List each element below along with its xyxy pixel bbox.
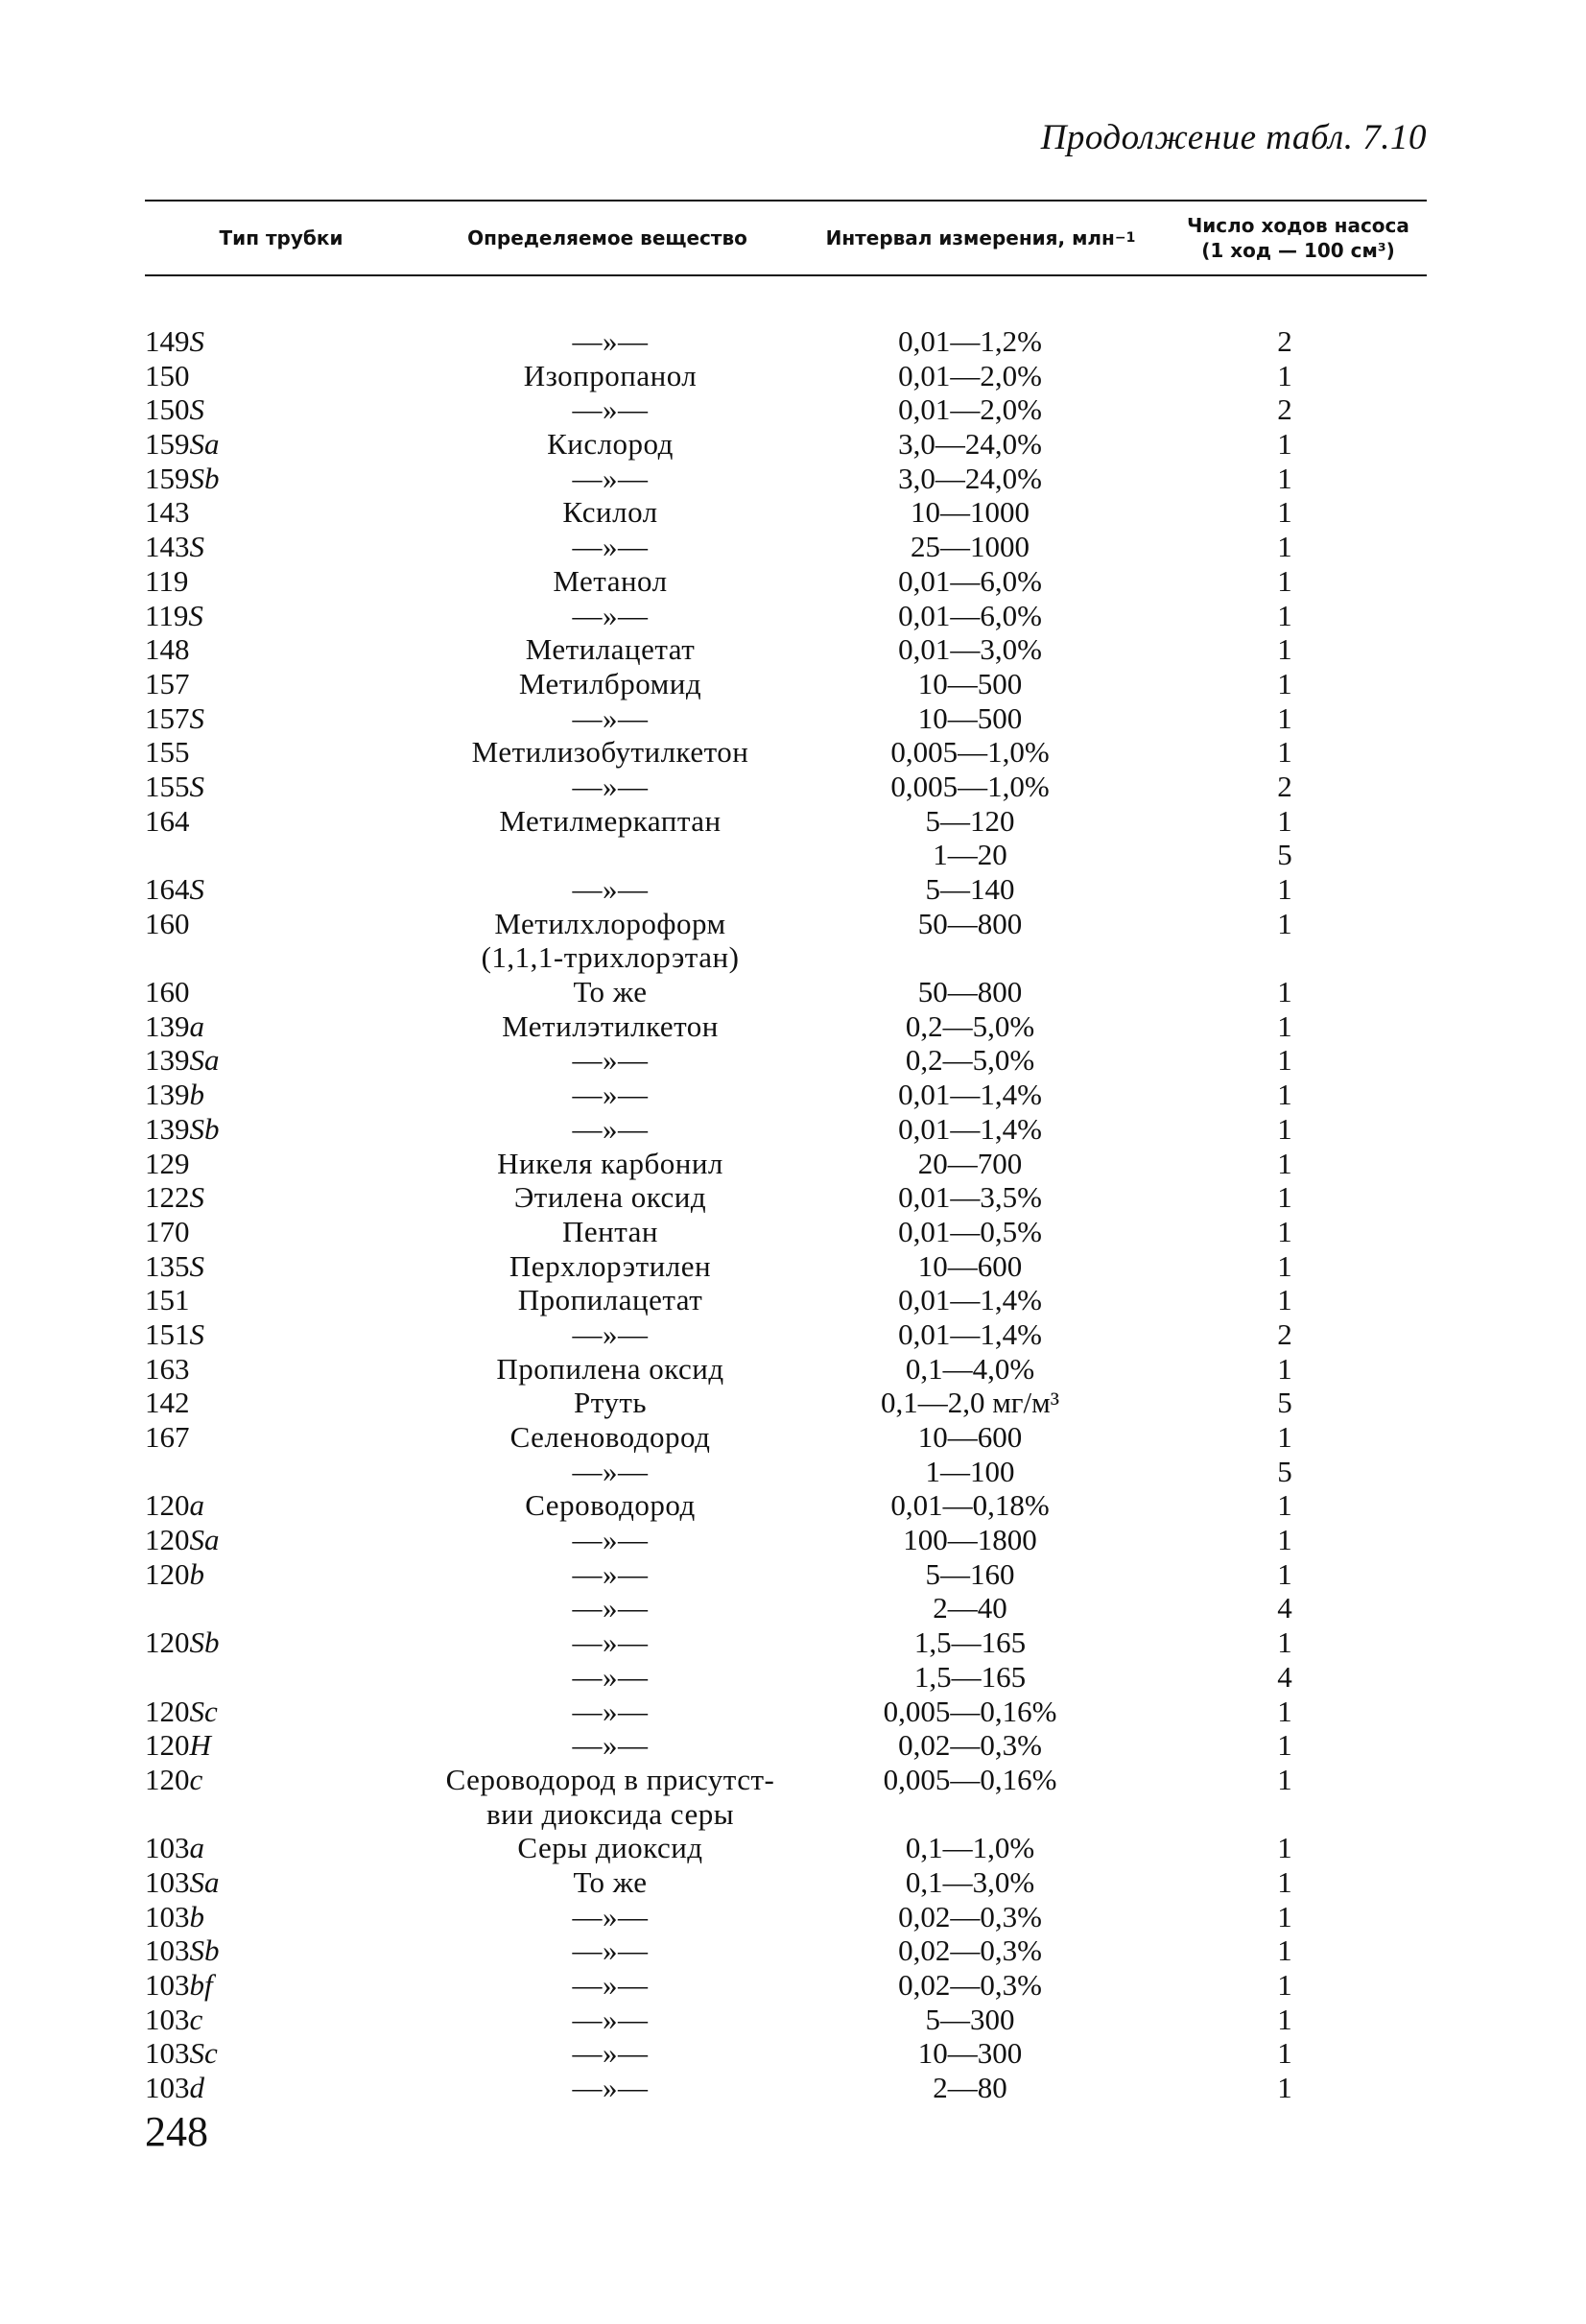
header-substance: Определяемое вещество [467, 226, 747, 249]
strokes-cell: 1 [1277, 906, 1292, 940]
range-cell: 0,02—0,3% [898, 1968, 1042, 2002]
header-range-label: Интервал измерения, млн [825, 226, 1115, 249]
strokes-cell: 4 [1277, 1659, 1292, 1694]
strokes-cell: 1 [1277, 1728, 1292, 1763]
table-row [145, 1283, 1427, 1317]
strokes-cell: 1 [1277, 427, 1292, 462]
tube-type-cell: 151S [145, 1316, 204, 1351]
tube-type-cell: 155S [145, 769, 204, 803]
table-row [145, 1625, 1427, 1660]
strokes-cell: 1 [1277, 872, 1292, 906]
range-cell: 5—140 [925, 872, 1015, 906]
tube-type-cell [145, 1797, 423, 1832]
strokes-cell [1143, 940, 1427, 975]
range-cell: 10—600 [917, 1420, 1023, 1454]
range-cell: 0,1—3,0% [905, 1864, 1035, 1899]
range-cell: 50—800 [917, 906, 1023, 940]
tube-type-cell: 157S [145, 700, 204, 735]
table-row [145, 1317, 1427, 1352]
range-cell: 0,01—3,0% [898, 632, 1042, 667]
substance-cell: вии диоксида серы [485, 1796, 735, 1831]
table-row [145, 1660, 1427, 1695]
table-row [145, 1831, 1427, 1865]
substance-cell: —»— [572, 2036, 649, 2071]
tube-type-cell: 103Sa [145, 1864, 220, 1899]
strokes-cell: 1 [1277, 1248, 1292, 1283]
table-row [145, 1455, 1427, 1489]
tube-type-cell: 143 [145, 495, 190, 530]
table-row [145, 1386, 1427, 1420]
table-row [145, 1215, 1427, 1249]
substance-cell: Кислород [547, 427, 674, 462]
strokes-cell: 1 [1277, 495, 1292, 530]
strokes-cell: 1 [1277, 1146, 1292, 1180]
tube-type-cell: 148 [145, 632, 190, 667]
range-cell: 10—500 [917, 666, 1023, 700]
strokes-cell: 1 [1277, 1968, 1292, 2002]
substance-cell: —»— [572, 1043, 649, 1078]
range-cell: 10—300 [917, 2036, 1023, 2071]
substance-cell: —»— [572, 1556, 649, 1591]
table-row [145, 667, 1427, 701]
substance-cell: —»— [572, 2002, 649, 2036]
substance-cell: —»— [572, 1899, 649, 1933]
substance-cell [423, 838, 797, 872]
tube-type-cell: 122S [145, 1180, 204, 1215]
strokes-cell: 1 [1277, 975, 1292, 1009]
strokes-cell: 1 [1277, 803, 1292, 838]
header-strokes-line2: (1 ход — 100 см³) [1201, 239, 1395, 262]
table-row [145, 1078, 1427, 1112]
table-row [145, 530, 1427, 564]
strokes-cell: 1 [1277, 1831, 1292, 1865]
strokes-cell [1143, 1797, 1427, 1832]
tube-type-cell: 157 [145, 666, 190, 700]
tube-type-cell: 120Sc [145, 1694, 218, 1728]
header-tube-type: Тип трубки [219, 226, 343, 249]
strokes-cell: 1 [1277, 1180, 1292, 1215]
table-row [145, 564, 1427, 599]
tube-type-cell [145, 1591, 423, 1625]
substance-cell: Пентан [561, 1214, 658, 1248]
range-cell: 0,1—1,0% [905, 1831, 1035, 1865]
range-cell: 0,1—2,0 мг/м³ [880, 1386, 1060, 1420]
range-cell: 0,01—3,5% [898, 1180, 1042, 1215]
substance-cell: Метанол [553, 563, 668, 598]
page-number: 248 [145, 2108, 208, 2155]
tube-type-cell: 120H [145, 1728, 211, 1763]
range-cell [797, 1797, 1143, 1832]
table-row [145, 2003, 1427, 2037]
table-row [145, 940, 1427, 975]
substance-cell: —»— [572, 1078, 649, 1112]
strokes-cell: 1 [1277, 1899, 1292, 1933]
tube-type-cell: 103c [145, 2002, 203, 2036]
table-row [145, 1180, 1427, 1215]
substance-cell: То же [573, 975, 648, 1009]
substance-cell: Селеноводород [509, 1420, 711, 1454]
substance-cell: —»— [572, 1933, 649, 1968]
substance-cell: Метилизобутилкетон [471, 735, 749, 770]
range-cell: 0,01—6,0% [898, 563, 1042, 598]
tube-type-cell: 120Sb [145, 1625, 220, 1660]
substance-cell: —»— [572, 1316, 649, 1351]
substance-cell: Перхлорэтилен [509, 1248, 712, 1283]
range-cell: 2—80 [933, 2071, 1007, 2105]
table-row [145, 1557, 1427, 1592]
tube-type-cell: 160 [145, 906, 190, 940]
tube-type-cell: 103Sb [145, 1933, 220, 1968]
strokes-cell: 1 [1277, 1351, 1292, 1386]
tube-type-cell: 142 [145, 1386, 190, 1420]
substance-cell: —»— [572, 700, 649, 735]
substance-cell: —»— [572, 530, 649, 564]
header-range [802, 202, 1159, 274]
strokes-cell: 2 [1277, 324, 1292, 358]
strokes-cell: 1 [1277, 358, 1292, 392]
strokes-cell: 1 [1277, 2002, 1292, 2036]
tube-type-cell: 139Sb [145, 1111, 220, 1146]
tube-type-cell: 119 [145, 563, 189, 598]
tube-type-cell: 151 [145, 1283, 190, 1317]
substance-cell: —»— [572, 1523, 649, 1557]
strokes-cell: 5 [1277, 1386, 1292, 1420]
range-cell: 5—120 [925, 803, 1015, 838]
strokes-cell: 1 [1277, 1625, 1292, 1660]
range-cell: 0,02—0,3% [898, 1728, 1042, 1763]
range-cell: 0,005—1,0% [890, 735, 1050, 770]
tube-type-cell: 155 [145, 735, 190, 770]
strokes-cell: 1 [1277, 2071, 1292, 2105]
table-row [145, 1695, 1427, 1729]
substance-cell: —»— [572, 1625, 649, 1660]
table-row [145, 1933, 1427, 1968]
header-range-sup: −1 [1114, 230, 1136, 246]
substance-cell: —»— [572, 1454, 649, 1488]
strokes-cell: 1 [1277, 2036, 1292, 2071]
tube-type-cell: 163 [145, 1351, 190, 1386]
table-body [145, 324, 1427, 2105]
tube-type-cell: 103d [145, 2071, 204, 2105]
strokes-cell: 1 [1277, 1488, 1292, 1523]
tube-type-cell: 103bf [145, 1968, 213, 2002]
table-row [145, 632, 1427, 667]
table-row [145, 1591, 1427, 1625]
strokes-cell: 1 [1277, 1283, 1292, 1317]
range-cell: 0,2—5,0% [905, 1043, 1035, 1078]
tube-type-cell: 139b [145, 1078, 204, 1112]
strokes-cell: 1 [1277, 530, 1292, 564]
range-cell: 1—100 [925, 1454, 1015, 1488]
strokes-cell: 1 [1277, 1694, 1292, 1728]
tube-type-cell: 103b [145, 1899, 204, 1933]
substance-cell: —»— [572, 1728, 649, 1763]
tube-type-cell [145, 1455, 423, 1489]
range-cell: 0,01—0,18% [890, 1488, 1050, 1523]
strokes-cell: 5 [1277, 838, 1292, 872]
range-cell: 10—500 [917, 700, 1023, 735]
range-cell: 3,0—24,0% [898, 461, 1042, 495]
table-row [145, 1112, 1427, 1147]
substance-cell: Пропилацетат [517, 1283, 703, 1317]
substance-cell: —»— [572, 1591, 649, 1625]
strokes-cell: 2 [1277, 769, 1292, 803]
table-row [145, 1865, 1427, 1900]
substance-cell: —»— [572, 1694, 649, 1728]
table-row [145, 2071, 1427, 2105]
strokes-cell: 2 [1277, 392, 1292, 427]
table-row [145, 1488, 1427, 1523]
substance-cell: —»— [572, 1968, 649, 2002]
table-row [145, 324, 1427, 359]
table-row [145, 1900, 1427, 1934]
tube-type-cell: 159Sb [145, 461, 220, 495]
strokes-cell: 1 [1277, 598, 1292, 632]
range-cell: 0,005—1,0% [890, 769, 1050, 803]
tube-type-cell [145, 838, 423, 872]
substance-cell: Метилхлороформ [494, 906, 726, 940]
table-row [145, 1763, 1427, 1797]
range-cell: 0,005—0,16% [883, 1694, 1057, 1728]
substance-cell: То же [573, 1864, 648, 1899]
strokes-cell: 1 [1277, 1111, 1292, 1146]
substance-cell: Метилацетат [525, 632, 696, 667]
strokes-cell: 1 [1277, 735, 1292, 770]
tube-type-cell [145, 940, 423, 975]
tube-type-cell: 129 [145, 1146, 190, 1180]
substance-cell: —»— [572, 769, 649, 803]
table-row [145, 975, 1427, 1009]
range-cell: 20—700 [917, 1146, 1023, 1180]
strokes-cell: 1 [1277, 1008, 1292, 1043]
range-cell: 5—300 [925, 2002, 1015, 2036]
tube-type-cell: 160 [145, 975, 190, 1009]
tube-type-cell: 103a [145, 1831, 204, 1865]
substance-cell: Серы диоксид [517, 1831, 703, 1865]
strokes-cell: 1 [1277, 1762, 1292, 1796]
range-cell: 100—1800 [903, 1523, 1037, 1557]
tube-type-cell: 119S [145, 598, 203, 632]
range-cell: 0,2—5,0% [905, 1008, 1035, 1043]
substance-cell: Метилбромид [518, 666, 702, 700]
substance-cell: —»— [572, 392, 649, 427]
table-row [145, 1249, 1427, 1284]
substance-cell: —»— [572, 598, 649, 632]
substance-cell: —»— [572, 2071, 649, 2105]
substance-cell: —»— [572, 461, 649, 495]
substance-cell: —»— [572, 872, 649, 906]
header-strokes-line1: Число ходов насоса [1187, 214, 1409, 237]
strokes-cell: 1 [1277, 1043, 1292, 1078]
tube-type-cell: 149S [145, 324, 204, 358]
tube-type-cell [145, 1660, 423, 1695]
strokes-cell: 1 [1277, 1523, 1292, 1557]
range-cell: 0,01—1,4% [898, 1111, 1042, 1146]
tube-type-cell: 139a [145, 1008, 204, 1043]
table-row [145, 392, 1427, 427]
range-cell: 10—600 [917, 1248, 1023, 1283]
substance-cell: Пропилена оксид [496, 1351, 724, 1386]
tube-type-cell: 139Sa [145, 1043, 220, 1078]
table-row [145, 1009, 1427, 1044]
strokes-cell: 1 [1277, 1078, 1292, 1112]
range-cell: 0,01—6,0% [898, 598, 1042, 632]
range-cell: 0,02—0,3% [898, 1933, 1042, 1968]
tube-type-cell: 164 [145, 803, 190, 838]
strokes-cell: 1 [1277, 1420, 1292, 1454]
range-cell: 1,5—165 [913, 1659, 1027, 1694]
table-row [145, 2036, 1427, 2071]
range-cell: 0,01—2,0% [898, 358, 1042, 392]
substance-cell: —»— [572, 1659, 649, 1694]
substance-cell: Сероводород в присутст- [445, 1762, 775, 1796]
tube-type-cell: 150S [145, 392, 204, 427]
tube-type-cell: 120c [145, 1762, 203, 1796]
table-row [145, 495, 1427, 530]
substance-cell: Метилэтилкетон [502, 1008, 719, 1043]
range-cell: 5—160 [925, 1556, 1015, 1591]
substance-cell: Ксилол [562, 495, 658, 530]
tube-type-cell: 120b [145, 1556, 204, 1591]
range-cell: 0,01—2,0% [898, 392, 1042, 427]
table-row [145, 1147, 1427, 1181]
range-cell: 2—40 [933, 1591, 1007, 1625]
range-cell: 0,01—1,4% [898, 1283, 1042, 1317]
range-cell: 3,0—24,0% [898, 427, 1042, 462]
substance-cell: —»— [572, 324, 649, 358]
range-cell: 25—1000 [911, 530, 1030, 564]
header-bottom-rule [145, 274, 1427, 276]
range-cell: 0,01—1,4% [898, 1316, 1042, 1351]
tube-type-cell: 120a [145, 1488, 204, 1523]
substance-cell: (1,1,1-трихлорэтан) [481, 940, 740, 975]
range-cell: 0,1—4,0% [905, 1351, 1035, 1386]
table-row [145, 1523, 1427, 1557]
range-cell: 10—1000 [911, 495, 1030, 530]
table-row [145, 770, 1427, 804]
table-row [145, 872, 1427, 907]
range-cell: 0,005—0,16% [883, 1762, 1057, 1796]
range-cell: 0,01—0,5% [898, 1214, 1042, 1248]
tube-type-cell: 135S [145, 1248, 204, 1283]
tube-type-cell: 170 [145, 1214, 190, 1248]
tube-type-cell: 167 [145, 1420, 190, 1454]
substance-cell: Изопропанол [523, 358, 698, 392]
strokes-cell: 4 [1277, 1591, 1292, 1625]
tube-type-cell: 164S [145, 872, 204, 906]
range-cell: 0,01—1,4% [898, 1078, 1042, 1112]
tube-type-cell: 143S [145, 530, 204, 564]
strokes-cell: 1 [1277, 632, 1292, 667]
header-pump-strokes [1169, 202, 1428, 274]
range-cell: 0,01—1,2% [898, 324, 1042, 358]
table-caption: Продолжение табл. 7.10 [1040, 118, 1427, 157]
range-cell: 1,5—165 [913, 1625, 1027, 1660]
table-row [145, 804, 1427, 839]
table-row [145, 462, 1427, 496]
table-row [145, 838, 1427, 872]
table-row [145, 1968, 1427, 2003]
table-row [145, 1797, 1427, 1832]
table-row [145, 1043, 1427, 1078]
tube-type-cell: 159Sa [145, 427, 220, 462]
table-row [145, 1728, 1427, 1763]
substance-cell: Сероводород [525, 1488, 696, 1523]
range-cell: 0,02—0,3% [898, 1899, 1042, 1933]
strokes-cell: 1 [1277, 700, 1292, 735]
table-row [145, 735, 1427, 770]
substance-cell: —»— [572, 1111, 649, 1146]
strokes-cell: 1 [1277, 1214, 1292, 1248]
range-cell: 50—800 [917, 975, 1023, 1009]
tube-type-cell: 103Sc [145, 2036, 218, 2071]
strokes-cell: 1 [1277, 666, 1292, 700]
strokes-cell: 1 [1277, 1864, 1292, 1899]
strokes-cell: 1 [1277, 461, 1292, 495]
table-row [145, 907, 1427, 941]
strokes-cell: 2 [1277, 1316, 1292, 1351]
substance-cell: Метилмеркаптан [499, 803, 722, 838]
range-cell: 1—20 [933, 838, 1007, 872]
table-row [145, 1352, 1427, 1387]
substance-cell: Никеля карбонил [497, 1146, 723, 1180]
range-cell [797, 940, 1143, 975]
strokes-cell: 1 [1277, 1556, 1292, 1591]
table-row [145, 701, 1427, 736]
table-row [145, 599, 1427, 633]
strokes-cell: 5 [1277, 1454, 1292, 1488]
substance-cell: Этилена оксид [513, 1180, 707, 1215]
strokes-cell: 1 [1277, 1933, 1292, 1968]
table-row [145, 359, 1427, 393]
substance-cell: Ртуть [573, 1386, 648, 1420]
strokes-cell: 1 [1277, 563, 1292, 598]
table-row [145, 427, 1427, 462]
tube-type-cell: 150 [145, 358, 190, 392]
table-row [145, 1420, 1427, 1455]
tube-type-cell: 120Sa [145, 1523, 220, 1557]
